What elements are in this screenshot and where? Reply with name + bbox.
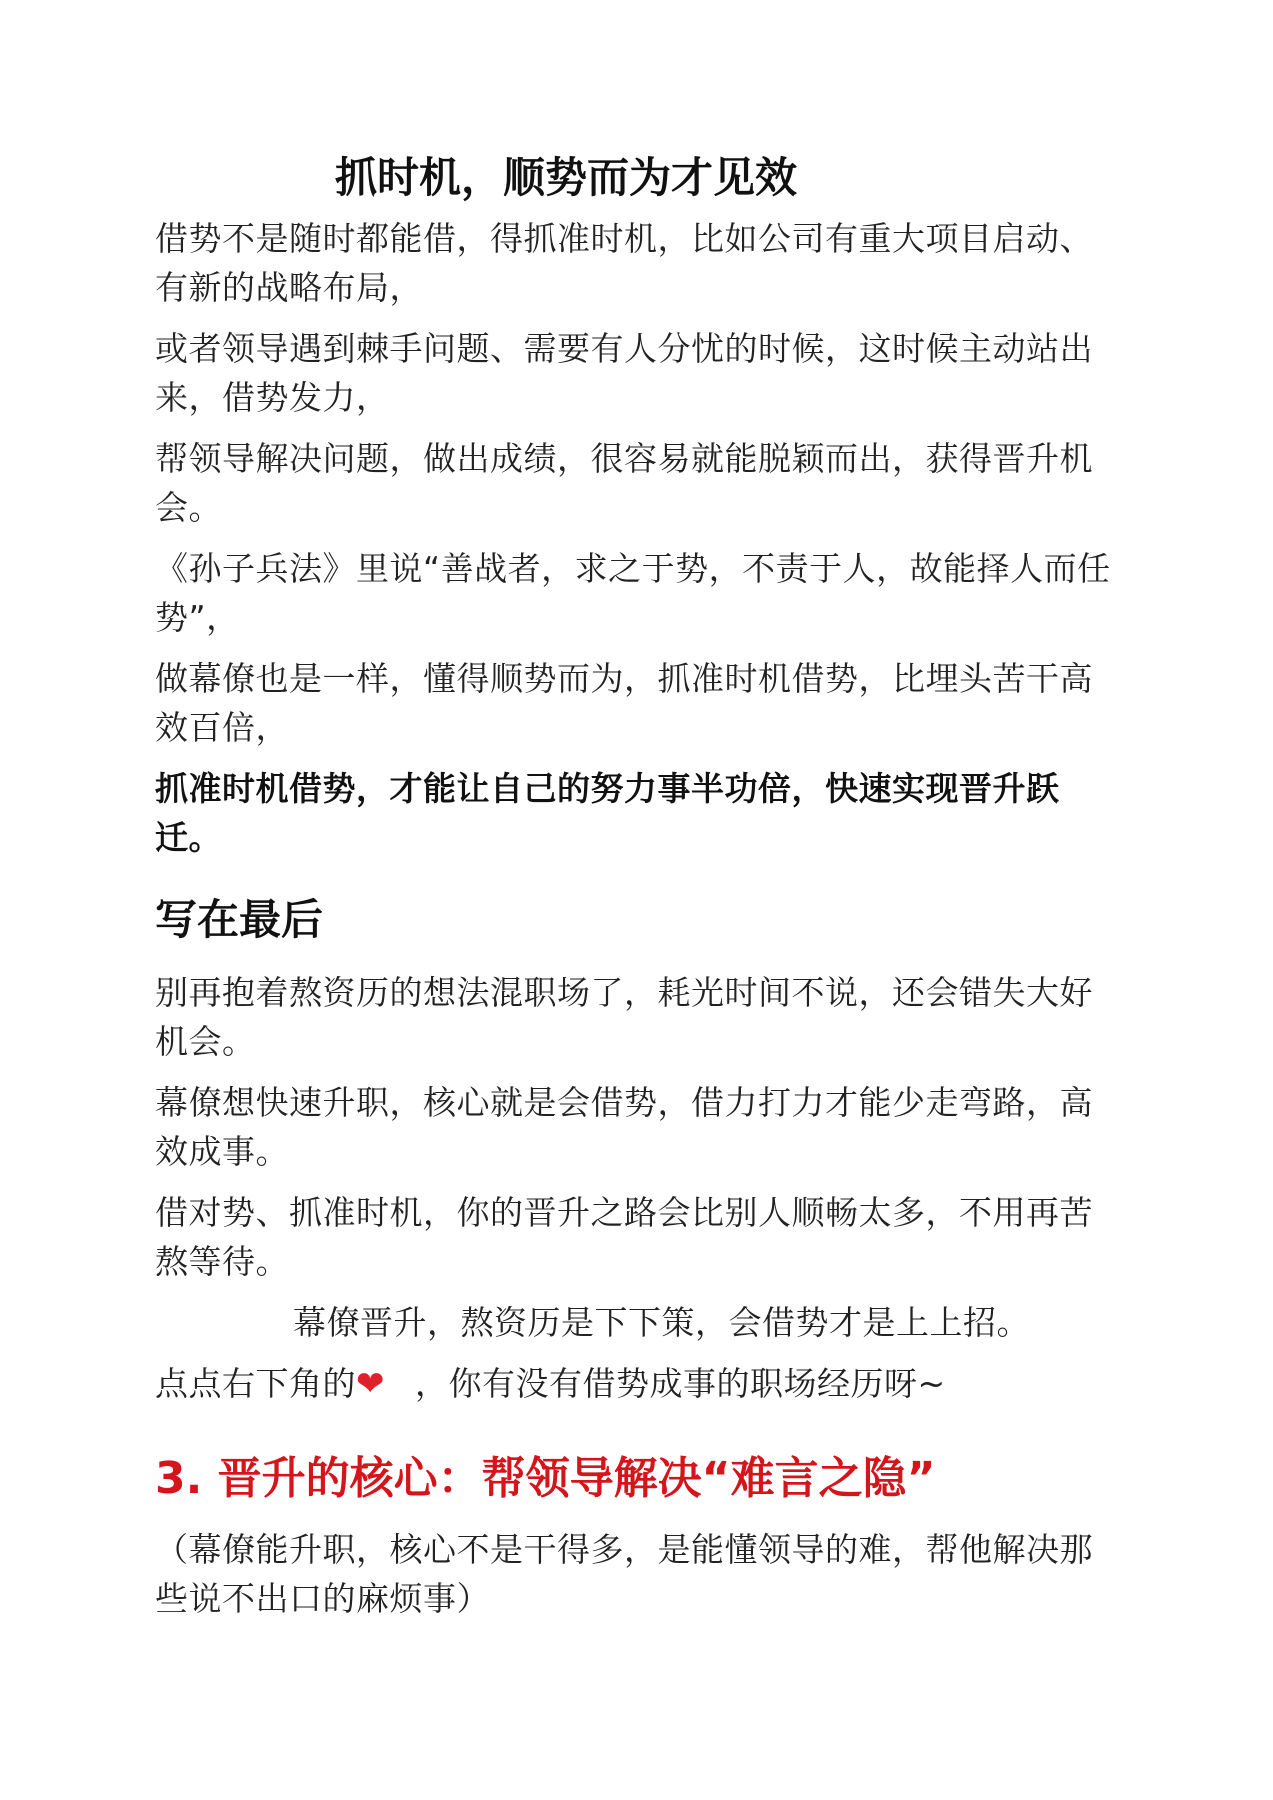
paragraph: 别再抱着熬资历的想法混职场了，耗光时间不说，还会错失大好机会。 <box>155 973 1093 1061</box>
paragraph: 借对势、抓准时机，你的晋升之路会比别人顺畅太多，不用再苦熬等待。 <box>155 1193 1093 1281</box>
call-to-action <box>155 1359 1125 1409</box>
heart-icon: ❤ <box>356 1364 385 1404</box>
paragraph: 幕僚想快速升职，核心就是会借势，借力打力才能少走弯路，高效成事。 <box>155 1083 1093 1171</box>
paragraph: 帮领导解决问题，做出成绩，很容易就能脱颖而出，获得晋升机会。 <box>155 439 1093 527</box>
paragraph: 《孙子兵法》里说“善战者，求之于势，不责于人，故能择人而任势”， <box>155 549 1111 637</box>
paragraph: 借势不是随时都能借，得抓准时机，比如公司有重大项目启动、有新的战略布局， <box>155 219 1093 307</box>
cta-text-before: 点点右下角的 <box>155 1364 356 1403</box>
chapter-intro: （幕僚能升职，核心不是干得多，是能懂领导的难，帮他解决那些说不出口的麻烦事） <box>155 1530 1093 1618</box>
centered-quote: 幕僚晋升，熬资历是下下策，会借势才是上上招。 <box>293 1303 1030 1342</box>
paragraph: 做幕僚也是一样，懂得顺势而为，抓准时机借势，比埋头苦干高效百倍， <box>155 659 1093 747</box>
section-title: 抓时机，顺势而为才见效 <box>335 153 798 202</box>
chapter-heading: 3. 晋升的核心：帮领导解决“难言之隐” <box>155 1453 936 1504</box>
bold-paragraph: 抓准时机借势，才能让自己的努力事半功倍，快速实现晋升跃迁。 <box>155 769 1060 857</box>
paragraph: 或者领导遇到棘手问题、需要有人分忧的时候，这时候主动站出来，借势发力， <box>155 329 1093 417</box>
cta-text-after: ，你有没有借势成事的职场经历呀~ <box>415 1364 946 1403</box>
closing-heading: 写在最后 <box>155 895 324 944</box>
document-content <box>155 150 1125 1635</box>
